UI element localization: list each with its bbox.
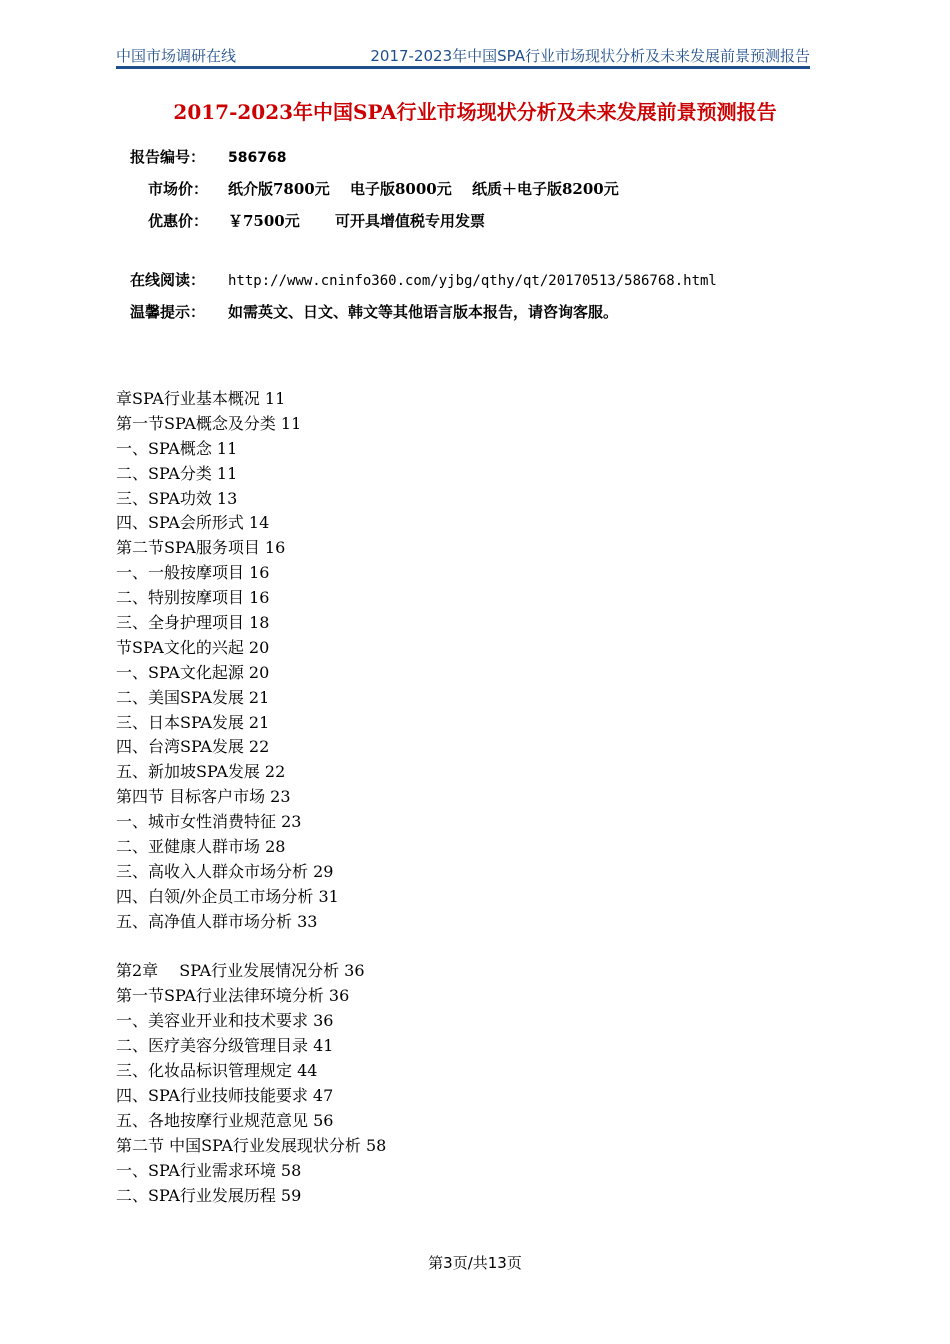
toc-entry: 五、高净值人群市场分析 33 [116, 911, 318, 931]
report-title: 2017-2023年中国SPA行业市场现状分析及未来发展前景预测报告 [173, 100, 777, 124]
toc-entry: 二、亚健康人群市场 28 [116, 837, 286, 857]
tip-value: 如需英文、日文、韩文等其他语言版本报告，请咨询客服。 [228, 303, 619, 321]
page-number: 第3页/共13页 [428, 1254, 522, 1272]
toc-entry: 第二节SPA服务项目 16 [116, 538, 286, 558]
report-number-row [130, 146, 286, 166]
report-number-value: 586768 [228, 150, 287, 166]
toc-entry: 三、化妆品标识管理规定 44 [116, 1061, 318, 1081]
toc-entry: 三、日本SPA发展 21 [116, 712, 270, 732]
toc-entry: 第一节SPA行业法律环境分析 36 [116, 986, 350, 1006]
toc-spacer [116, 935, 816, 960]
toc-entry: 五、新加坡SPA发展 22 [116, 762, 286, 782]
tip-row [130, 301, 618, 321]
toc-entry: 四、SPA行业技师技能要求 47 [116, 1085, 334, 1105]
online-reading-row [130, 269, 717, 289]
toc-entry: 第2章 SPA行业发展情况分析 36 [116, 961, 365, 981]
toc-entry: 一、美容业开业和技术要求 36 [116, 1011, 334, 1031]
header-report-title: 2017-2023年中国SPA行业市场现状分析及未来发展前景预测报告 [370, 47, 810, 65]
toc-entry: 五、各地按摩行业规范意见 56 [116, 1110, 334, 1130]
toc-entry: 三、高收入人群众市场分析 29 [116, 861, 334, 881]
report-number-label: 报告编号： [130, 148, 206, 166]
page-header [116, 42, 810, 69]
tip-label: 温馨提示： [130, 303, 206, 321]
table-of-contents [116, 387, 816, 1208]
online-reading-link[interactable]: http://www.cninfo360.com/yjbg/qthy/qt/20170513/586768.html [228, 273, 717, 289]
price-label: 市场价： [148, 180, 209, 198]
discount-label: 优惠价： [148, 212, 209, 230]
toc-entry: 一、SPA概念 11 [116, 438, 238, 458]
toc-entry: 章SPA行业基本概况 11 [116, 389, 286, 408]
toc-entry: 第四节 目标客户市场 23 [116, 787, 291, 807]
toc-entry: 二、医疗美容分级管理目录 41 [116, 1036, 334, 1056]
toc-entry: 节SPA文化的兴起 20 [116, 637, 270, 657]
toc-entry: 二、美国SPA发展 21 [116, 687, 270, 707]
toc-entry: 四、白领/外企员工市场分析 31 [116, 886, 339, 906]
toc-entry: 四、台湾SPA发展 22 [116, 737, 270, 757]
toc-entry: 一、SPA行业需求环境 58 [116, 1160, 302, 1180]
toc-entry: 二、SPA行业发展历程 59 [116, 1185, 302, 1205]
toc-entry: 第一节SPA概念及分类 11 [116, 413, 302, 433]
toc-entry: 一、一般按摩项目 16 [116, 563, 270, 583]
toc-entry: 二、特别按摩项目 16 [116, 588, 270, 608]
toc-entry: 三、全身护理项目 18 [116, 613, 270, 633]
discount-row [130, 210, 485, 230]
toc-entry: 二、SPA分类 11 [116, 463, 238, 483]
toc-entry: 三、SPA功效 13 [116, 488, 238, 508]
online-reading-label: 在线阅读： [130, 271, 206, 289]
price-row [130, 178, 619, 198]
header-site-name: 中国市场调研在线 [116, 47, 237, 65]
price-value: 纸介版7800元 电子版8000元 纸质＋电子版8200元 [228, 180, 619, 198]
toc-entry: 一、城市女性消费特征 23 [116, 812, 302, 832]
toc-entry: 第二节 中国SPA行业发展现状分析 58 [116, 1135, 387, 1155]
discount-value: ￥7500元 可开具增值税专用发票 [228, 212, 485, 230]
toc-entry: 一、SPA文化起源 20 [116, 662, 270, 682]
toc-entry: 四、SPA会所形式 14 [116, 513, 270, 533]
